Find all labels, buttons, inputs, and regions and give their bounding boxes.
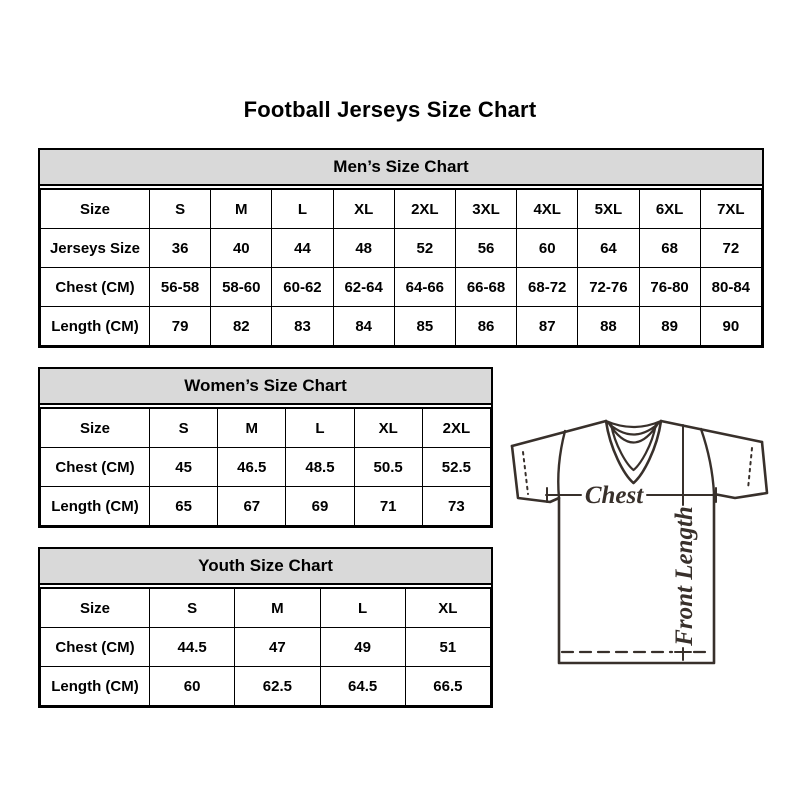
value-cell: 60-62 <box>272 268 333 307</box>
row-label-cell: Chest (CM) <box>41 268 150 307</box>
value-cell: 51 <box>405 628 490 667</box>
page-title: Football Jerseys Size Chart <box>243 97 537 122</box>
womens-size-chart <box>38 367 493 528</box>
value-cell: S <box>150 190 211 229</box>
value-cell: 72-76 <box>578 268 639 307</box>
value-cell: 4XL <box>517 190 578 229</box>
womens-size-chart-body <box>40 407 491 526</box>
value-cell: 83 <box>272 307 333 346</box>
value-cell: 52 <box>394 229 455 268</box>
jersey-left-armhole <box>558 431 565 498</box>
value-cell: 48 <box>333 229 394 268</box>
value-cell: L <box>272 190 333 229</box>
value-cell: XL <box>354 409 422 448</box>
row-label-cell: Length (CM) <box>41 667 150 706</box>
mens-size-chart <box>38 148 764 348</box>
jersey-left-cuff-stitch-line <box>523 452 528 494</box>
value-cell: 46.5 <box>218 448 286 487</box>
value-cell: 36 <box>150 229 211 268</box>
value-cell: 69 <box>286 487 354 526</box>
table-row <box>41 229 762 268</box>
row-label-cell: Length (CM) <box>41 487 150 526</box>
value-cell: S <box>150 409 218 448</box>
value-cell: 62-64 <box>333 268 394 307</box>
youth-size-chart-header <box>40 549 491 585</box>
value-cell: 45 <box>150 448 218 487</box>
jersey-right-cuff-stitch-line <box>748 448 752 489</box>
table-row <box>41 628 491 667</box>
value-cell: M <box>235 589 320 628</box>
front-length-label: Front Length <box>671 506 698 646</box>
value-cell: 49 <box>320 628 405 667</box>
chest-label: Chest <box>584 482 644 509</box>
value-cell: 66-68 <box>455 268 516 307</box>
womens-size-table <box>40 408 491 526</box>
value-cell: 3XL <box>455 190 516 229</box>
youth-size-chart-title: Youth Size Chart <box>198 556 333 575</box>
value-cell: 40 <box>211 229 272 268</box>
value-cell: 60 <box>150 667 235 706</box>
value-cell: 47 <box>235 628 320 667</box>
value-cell: 67 <box>218 487 286 526</box>
value-cell: L <box>286 409 354 448</box>
jersey-right-sleeve <box>714 442 767 498</box>
table-row <box>41 487 491 526</box>
value-cell: 90 <box>700 307 761 346</box>
mens-size-table <box>40 189 762 346</box>
value-cell: 72 <box>700 229 761 268</box>
value-cell: L <box>320 589 405 628</box>
value-cell: 85 <box>394 307 455 346</box>
youth-size-table <box>40 588 491 706</box>
row-label-cell: Length (CM) <box>41 307 150 346</box>
youth-size-chart-body <box>40 587 491 706</box>
value-cell: 84 <box>333 307 394 346</box>
value-cell: 60 <box>517 229 578 268</box>
value-cell: 44 <box>272 229 333 268</box>
value-cell: 2XL <box>422 409 490 448</box>
value-cell: S <box>150 589 235 628</box>
value-cell: 88 <box>578 307 639 346</box>
value-cell: 56-58 <box>150 268 211 307</box>
jersey-right-armhole <box>701 429 714 494</box>
value-cell: 64-66 <box>394 268 455 307</box>
value-cell: 79 <box>150 307 211 346</box>
value-cell: 44.5 <box>150 628 235 667</box>
value-cell: 73 <box>422 487 490 526</box>
womens-size-chart-title: Women’s Size Chart <box>184 376 347 395</box>
value-cell: 62.5 <box>235 667 320 706</box>
value-cell: M <box>211 190 272 229</box>
value-cell: 50.5 <box>354 448 422 487</box>
value-cell: 7XL <box>700 190 761 229</box>
table-row <box>41 268 762 307</box>
value-cell: XL <box>333 190 394 229</box>
youth-size-chart <box>38 547 493 708</box>
value-cell: 56 <box>455 229 516 268</box>
value-cell: 87 <box>517 307 578 346</box>
row-label-cell: Jerseys Size <box>41 229 150 268</box>
womens-size-chart-header <box>40 369 491 405</box>
value-cell: 76-80 <box>639 268 700 307</box>
value-cell: 65 <box>150 487 218 526</box>
value-cell: 64 <box>578 229 639 268</box>
value-cell: 6XL <box>639 190 700 229</box>
row-label-cell: Size <box>41 589 150 628</box>
value-cell: 89 <box>639 307 700 346</box>
value-cell: 86 <box>455 307 516 346</box>
jersey-measurement-diagram <box>504 402 780 692</box>
jersey-left-sleeve <box>512 446 559 502</box>
row-label-cell: Size <box>41 190 150 229</box>
value-cell: 52.5 <box>422 448 490 487</box>
row-label-cell: Size <box>41 409 150 448</box>
mens-size-chart-body <box>40 188 762 346</box>
value-cell: 5XL <box>578 190 639 229</box>
mens-size-chart-header <box>40 150 762 186</box>
value-cell: 80-84 <box>700 268 761 307</box>
value-cell: 66.5 <box>405 667 490 706</box>
table-row <box>41 589 491 628</box>
value-cell: 71 <box>354 487 422 526</box>
table-row <box>41 307 762 346</box>
row-label-cell: Chest (CM) <box>41 628 150 667</box>
value-cell: 68-72 <box>517 268 578 307</box>
value-cell: 82 <box>211 307 272 346</box>
value-cell: M <box>218 409 286 448</box>
mens-size-chart-title: Men’s Size Chart <box>333 157 469 176</box>
table-row <box>41 409 491 448</box>
table-row <box>41 448 491 487</box>
table-row <box>41 667 491 706</box>
value-cell: XL <box>405 589 490 628</box>
value-cell: 58-60 <box>211 268 272 307</box>
row-label-cell: Chest (CM) <box>41 448 150 487</box>
value-cell: 64.5 <box>320 667 405 706</box>
table-row <box>41 190 762 229</box>
value-cell: 68 <box>639 229 700 268</box>
value-cell: 2XL <box>394 190 455 229</box>
value-cell: 48.5 <box>286 448 354 487</box>
